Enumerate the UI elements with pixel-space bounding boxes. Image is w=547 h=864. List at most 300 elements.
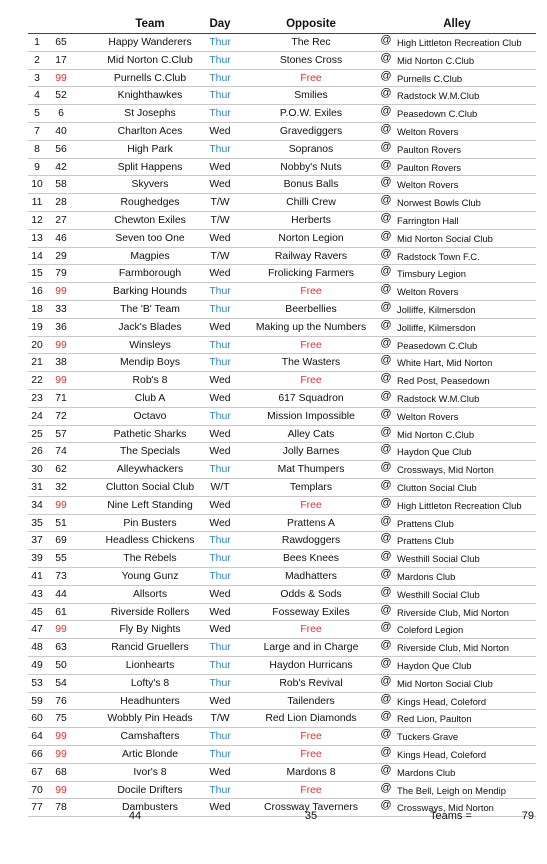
opposite-team: Free (300, 72, 322, 84)
row-number: 22 (31, 375, 43, 387)
alley-venue: High Littleton Recreation Club (397, 499, 522, 511)
team-name: Jack's Blades (118, 321, 182, 333)
team-code: 54 (55, 677, 67, 689)
table-row (0, 283, 547, 301)
row-number: 5 (34, 108, 40, 120)
alley-venue: Radstock W.M.Club (397, 90, 480, 102)
at-symbol: @ (380, 105, 392, 118)
alley-venue: Paulton Rovers (397, 161, 462, 173)
alley-venue: Westhill Social Club (397, 553, 480, 565)
alley-venue: Red Lion, Paulton (397, 713, 472, 725)
table-row (0, 693, 547, 711)
alley-venue: Jolliffe, Kilmersdon (397, 304, 476, 315)
at-symbol: @ (380, 728, 392, 741)
at-symbol: @ (380, 532, 392, 545)
alley-venue: Radstock W.M.Club (397, 393, 480, 404)
team-code: 76 (55, 695, 67, 707)
table-row (0, 604, 547, 622)
alley-venue: Welton Rovers (397, 126, 459, 137)
alley-venue: Peasedown C.Club (397, 108, 478, 120)
table-row (0, 515, 547, 533)
table-row (0, 532, 547, 550)
row-number: 10 (31, 179, 43, 191)
alley-venue: Riverside Club, Mid Norton (397, 606, 510, 618)
table-row (0, 568, 547, 586)
match-day: Thur (209, 410, 231, 422)
alley-venue: High Littleton Recreation Club (397, 37, 522, 48)
row-number: 21 (31, 357, 43, 369)
team-name: Happy Wanderers (108, 37, 192, 48)
team-name: Lofty's 8 (130, 677, 170, 689)
at-symbol: @ (380, 479, 392, 491)
table-row (0, 301, 547, 319)
match-day: Thur (209, 90, 231, 102)
table-row (0, 337, 547, 355)
match-day: Thur (209, 54, 231, 66)
row-number: 12 (31, 215, 43, 226)
table-row (0, 639, 547, 657)
at-symbol: @ (380, 710, 392, 723)
team-code: 62 (55, 464, 67, 476)
team-code: 73 (55, 571, 67, 582)
opposite-team: Rob's Revival (279, 677, 343, 689)
team-code: 78 (55, 802, 67, 814)
alley-venue: Jolliffe, Kilmersdon (397, 321, 476, 333)
team-code: 99 (55, 286, 67, 298)
row-number: 67 (31, 766, 43, 778)
team-code: 61 (55, 606, 67, 618)
team-code: 75 (55, 713, 67, 725)
team-name: Allsorts (132, 588, 168, 600)
opposite-team: Frolicking Farmers (267, 268, 355, 280)
team-name: Ivor's 8 (133, 766, 167, 778)
team-name: Docile Drifters (117, 784, 183, 796)
match-day: Thur (209, 286, 231, 298)
team-code: 50 (55, 660, 67, 671)
team-name: Seven too One (115, 232, 185, 244)
opposite-team: Sopranos (288, 143, 334, 155)
row-number: 45 (31, 606, 43, 618)
at-symbol: @ (380, 212, 392, 224)
alley-venue: Tuckers Grave (397, 731, 459, 743)
team-name: The 'B' Team (120, 304, 180, 315)
team-name: Split Happens (117, 161, 183, 173)
at-symbol: @ (380, 69, 392, 82)
team-code: 27 (55, 215, 67, 226)
match-day: Thur (209, 553, 231, 565)
row-number: 25 (31, 428, 43, 440)
team-code: 74 (55, 446, 67, 458)
team-code: 99 (55, 499, 67, 511)
alley-venue: Mid Norton C.Club (397, 54, 475, 66)
row-number: 26 (31, 446, 43, 458)
at-symbol: @ (380, 514, 392, 527)
at-symbol: @ (380, 265, 392, 278)
team-code: 57 (55, 428, 67, 440)
table-row (0, 479, 547, 497)
row-number: 13 (31, 232, 43, 244)
match-day: Thur (209, 72, 231, 84)
alley-venue: Mid Norton Social Club (397, 677, 493, 689)
alley-venue: Mardons Club (397, 571, 456, 582)
team-name: Dambusters (121, 802, 178, 814)
at-symbol: @ (380, 140, 392, 153)
row-number: 53 (31, 677, 43, 689)
match-day: Thur (209, 535, 231, 547)
team-code: 56 (55, 143, 67, 155)
team-name: Skyvers (131, 179, 169, 191)
opposite-team: Free (300, 339, 322, 351)
row-number: 2 (34, 54, 40, 66)
opposite-team: Mission Impossible (267, 410, 355, 422)
alley-venue: Haydon Que Club (397, 446, 472, 458)
match-day: Wed (209, 232, 231, 244)
match-day: T/W (210, 713, 230, 725)
alley-venue: Mardons Club (397, 766, 456, 778)
at-symbol: @ (380, 372, 392, 385)
row-number: 66 (31, 749, 43, 760)
at-symbol: @ (380, 550, 392, 563)
team-name: Roughedges (120, 197, 180, 209)
opposite-team: Railway Ravers (274, 250, 348, 262)
alley-venue: Prattens Club (397, 535, 454, 547)
header-team: Team (135, 18, 165, 30)
team-code: 40 (55, 126, 67, 137)
row-number: 59 (31, 695, 43, 707)
opposite-team: Free (300, 749, 322, 760)
table-row (0, 621, 547, 639)
opposite-team: Stones Cross (279, 54, 343, 66)
match-day: Thur (209, 464, 231, 476)
at-symbol: @ (380, 51, 392, 64)
row-number: 64 (31, 731, 43, 743)
opposite-team: Prattens A (287, 517, 335, 529)
match-day: Thur (209, 339, 231, 351)
team-code: 44 (55, 588, 67, 600)
opposite-team: Free (300, 375, 322, 387)
opposite-team: Templars (289, 482, 333, 493)
row-number: 30 (31, 464, 43, 476)
opposite-team: Red Lion Diamonds (265, 713, 357, 725)
team-code: 69 (55, 535, 67, 547)
alley-venue: Red Post, Peasedown (397, 375, 490, 387)
team-name: Riverside Rollers (110, 606, 190, 618)
match-day: Wed (209, 446, 231, 458)
at-symbol: @ (380, 229, 392, 242)
opposite-team: Making up the Numbers (255, 321, 367, 333)
match-day: Thur (209, 108, 231, 120)
row-number: 34 (31, 499, 43, 511)
row-number: 9 (34, 161, 40, 173)
opposite-team: Bees Knees (282, 553, 340, 565)
row-number: 14 (31, 250, 43, 262)
opposite-team: Rawdoggers (281, 535, 341, 547)
match-day: T/W (210, 215, 230, 226)
team-name: Nine Left Standing (107, 499, 193, 511)
alley-venue: Crossways, Mid Norton (397, 464, 494, 476)
at-symbol: @ (380, 746, 392, 758)
team-name: Mid Norton C.Club (107, 54, 193, 66)
match-day: Wed (209, 802, 231, 814)
table-row (0, 443, 547, 461)
team-code: 17 (55, 54, 67, 66)
row-number: 18 (31, 304, 43, 315)
row-number: 70 (31, 784, 43, 796)
alley-venue: The Bell, Leigh on Mendip (397, 784, 506, 796)
team-name: Club A (134, 393, 166, 404)
row-number: 7 (34, 126, 40, 137)
opposite-team: Free (300, 499, 322, 511)
table-row (0, 230, 547, 248)
opposite-team: P.O.W. Exiles (279, 108, 343, 120)
table-row (0, 746, 547, 764)
team-name: Charlton Aces (117, 126, 183, 137)
opposite-team: Chilli Crew (286, 197, 336, 209)
opposite-team: Crossway Taverners (264, 802, 358, 814)
match-day: Thur (209, 37, 231, 48)
row-number: 43 (31, 588, 43, 600)
alley-venue: Norwest Bowls Club (397, 197, 481, 209)
at-symbol: @ (380, 318, 392, 331)
team-code: 71 (55, 393, 67, 404)
opposite-team: The Rec (291, 37, 331, 48)
alley-venue: Clutton Social Club (397, 482, 477, 493)
team-code: 99 (55, 731, 67, 743)
footer-count-a: 44 (128, 810, 142, 822)
alley-venue: Haydon Que Club (397, 660, 472, 671)
table-row (0, 34, 547, 52)
team-code: 58 (55, 179, 67, 191)
row-number: 39 (31, 553, 43, 565)
opposite-team: Jolly Barnes (282, 446, 340, 458)
team-code: 6 (58, 108, 64, 120)
match-day: Thur (209, 677, 231, 689)
opposite-team: Free (300, 624, 322, 636)
row-number: 15 (31, 268, 43, 280)
team-name: Chewton Exiles (114, 215, 186, 226)
row-number: 1 (34, 37, 40, 48)
match-day: Thur (209, 357, 231, 369)
team-name: Pin Busters (123, 517, 177, 529)
row-number: 20 (31, 339, 43, 351)
at-symbol: @ (380, 603, 392, 616)
team-code: 99 (55, 624, 67, 636)
row-number: 41 (31, 571, 43, 582)
team-code: 28 (55, 197, 67, 209)
table-row (0, 319, 547, 337)
table-row (0, 52, 547, 70)
alley-venue: Radstock Town F.C. (397, 250, 480, 262)
team-name: Barking Hounds (113, 286, 187, 298)
at-symbol: @ (380, 781, 392, 794)
opposite-team: Free (300, 731, 322, 743)
team-code: 32 (55, 482, 67, 493)
table-row (0, 497, 547, 515)
at-symbol: @ (380, 176, 392, 189)
team-code: 55 (55, 553, 67, 565)
at-symbol: @ (380, 763, 392, 776)
at-symbol: @ (380, 194, 392, 207)
alley-venue: Welton Rovers (397, 179, 459, 191)
at-symbol: @ (380, 390, 392, 402)
team-code: 99 (55, 749, 67, 760)
table-row (0, 212, 547, 230)
row-number: 16 (31, 286, 43, 298)
team-code: 42 (55, 161, 67, 173)
match-day: T/W (210, 197, 230, 209)
opposite-team: Tailenders (287, 695, 335, 707)
opposite-team: Large and in Charge (263, 642, 359, 654)
alley-venue: Welton Rovers (397, 286, 459, 298)
team-code: 99 (55, 784, 67, 796)
table-row (0, 176, 547, 194)
table-row (0, 550, 547, 568)
table-row (0, 586, 547, 604)
match-day: Wed (209, 499, 231, 511)
team-name: Young Gunz (121, 571, 179, 582)
team-name: Headless Chickens (105, 535, 195, 547)
table-row (0, 675, 547, 693)
alley-venue: Westhill Social Club (397, 588, 480, 600)
team-name: Alleywhackers (116, 464, 184, 476)
opposite-team: Madhatters (285, 571, 337, 582)
header-day: Day (209, 18, 231, 30)
row-number: 19 (31, 321, 43, 333)
team-code: 38 (55, 357, 67, 369)
row-number: 11 (31, 197, 43, 209)
match-day: T/W (210, 250, 230, 262)
at-symbol: @ (380, 336, 392, 349)
team-name: Rancid Gruellers (111, 642, 189, 654)
team-code: 29 (55, 250, 67, 262)
table-row (0, 105, 547, 123)
match-day: Wed (209, 517, 231, 529)
match-day: Wed (209, 588, 231, 600)
row-number: 31 (31, 482, 43, 493)
table-row (0, 657, 547, 675)
opposite-team: Mat Thumpers (277, 464, 345, 476)
row-number: 49 (31, 660, 43, 671)
at-symbol: @ (380, 585, 392, 598)
team-code: 65 (55, 37, 67, 48)
opposite-team: Smilies (294, 90, 328, 102)
match-day: Wed (209, 268, 231, 280)
match-day: W/T (210, 482, 230, 493)
match-day: Wed (209, 766, 231, 778)
at-symbol: @ (380, 639, 392, 652)
opposite-team: Free (300, 784, 322, 796)
match-day: Wed (209, 321, 231, 333)
alley-venue: Coleford Legion (397, 624, 464, 636)
at-symbol: @ (380, 87, 392, 100)
alley-venue: Mid Norton C.Club (397, 428, 475, 440)
team-code: 68 (55, 766, 67, 778)
table-row (0, 728, 547, 746)
at-symbol: @ (380, 496, 392, 509)
alley-venue: Riverside Club, Mid Norton (397, 642, 510, 654)
team-name: Purnells C.Club (113, 72, 187, 84)
alley-venue: Timsbury Legion (397, 268, 466, 280)
opposite-team: The Wasters (281, 357, 341, 369)
table-row (0, 87, 547, 105)
opposite-team: Gravediggers (279, 126, 343, 137)
row-number: 24 (31, 410, 43, 422)
team-code: 72 (55, 410, 67, 422)
footer-teams-value: 79 (521, 810, 534, 822)
row-number: 23 (31, 393, 43, 404)
team-name: Mendip Boys (119, 357, 181, 369)
match-day: Wed (209, 606, 231, 618)
team-code: 52 (55, 90, 67, 102)
opposite-team: Haydon Hurricans (269, 660, 353, 671)
team-name: St Josephs (124, 108, 176, 120)
row-number: 37 (31, 535, 43, 547)
team-name: Octavo (133, 410, 167, 422)
table-row (0, 408, 547, 426)
opposite-team: Alley Cats (287, 428, 335, 440)
alley-venue: Paulton Rovers (397, 143, 462, 155)
at-symbol: @ (380, 657, 392, 669)
at-symbol: @ (380, 301, 392, 313)
match-day: Thur (209, 784, 231, 796)
match-day: Thur (209, 571, 231, 582)
match-day: Thur (209, 304, 231, 315)
alley-venue: Prattens Club (397, 517, 454, 529)
table-row (0, 141, 547, 159)
team-code: 33 (55, 304, 67, 315)
alley-venue: Purnells C.Club (397, 72, 463, 84)
match-day: Wed (209, 428, 231, 440)
match-day: Wed (209, 393, 231, 404)
alley-venue: Peasedown C.Club (397, 339, 478, 351)
team-code: 51 (55, 517, 67, 529)
match-day: Thur (209, 642, 231, 654)
table-row (0, 159, 547, 177)
table-row (0, 194, 547, 212)
table-row (0, 461, 547, 479)
table-row (0, 710, 547, 728)
opposite-team: Beerbellies (285, 304, 337, 315)
at-symbol: @ (380, 568, 392, 580)
table-row (0, 354, 547, 372)
at-symbol: @ (380, 354, 392, 367)
team-code: 46 (55, 232, 67, 244)
opposite-team: Fosseway Exiles (272, 606, 350, 618)
team-name: Artic Blonde (121, 749, 179, 760)
team-code: 99 (55, 375, 67, 387)
table-row (0, 70, 547, 88)
table-row (0, 248, 547, 266)
at-symbol: @ (380, 799, 392, 812)
match-day: Thur (209, 731, 231, 743)
opposite-team: Odds & Sods (280, 588, 342, 600)
team-name: Pathetic Sharks (113, 428, 187, 440)
header-opposite: Opposite (286, 18, 336, 30)
team-name: The Rebels (123, 553, 177, 565)
opposite-team: Free (300, 286, 322, 298)
match-day: Thur (209, 660, 231, 671)
at-symbol: @ (380, 425, 392, 438)
team-code: 63 (55, 642, 67, 654)
row-number: 35 (31, 517, 43, 529)
team-name: Clutton Social Club (105, 482, 195, 493)
match-day: Wed (209, 695, 231, 707)
table-row (0, 764, 547, 782)
team-code: 36 (55, 321, 67, 333)
match-day: Thur (209, 749, 231, 760)
alley-venue: Mid Norton Social Club (397, 232, 493, 244)
table-row (0, 390, 547, 408)
